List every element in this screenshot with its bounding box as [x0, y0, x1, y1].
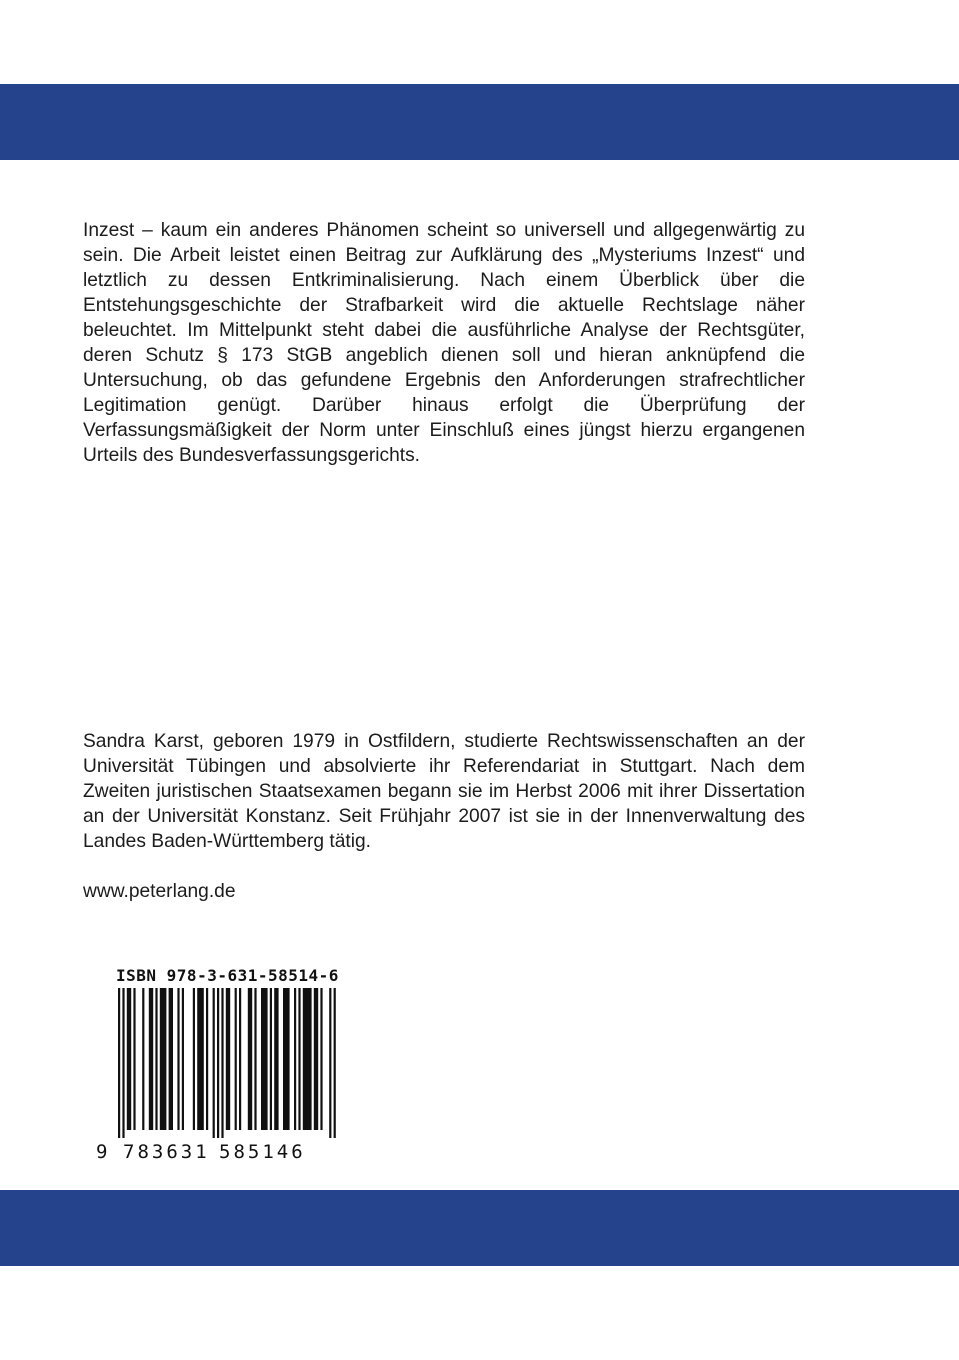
barcode-bar	[226, 988, 230, 1130]
barcode-bar	[221, 988, 223, 1138]
isbn-label: ISBN 978-3-631-58514-6	[116, 966, 339, 985]
barcode-bar	[274, 988, 278, 1130]
barcode-bar	[127, 988, 131, 1130]
barcode-bar	[320, 988, 322, 1130]
barcode-bar	[239, 988, 241, 1130]
barcode-bar	[122, 988, 124, 1138]
barcode-bar	[303, 988, 312, 1130]
barcode-bar	[270, 988, 272, 1130]
barcode-bar	[298, 988, 300, 1130]
barcode-bar	[217, 988, 219, 1138]
barcode-bar	[177, 988, 179, 1130]
barcode-bar	[254, 988, 256, 1130]
barcode-bar	[193, 988, 195, 1130]
barcode-bar	[169, 988, 173, 1130]
barcode-digits-right: 585146	[219, 1141, 306, 1162]
barcode-bar	[118, 988, 120, 1138]
isbn-barcode	[96, 966, 339, 1162]
barcode-bar	[235, 988, 237, 1130]
barcode-bar	[261, 988, 268, 1130]
top-color-band	[0, 84, 959, 160]
barcode-bar	[334, 988, 336, 1138]
barcode-digits-left: 783631	[123, 1141, 210, 1162]
barcode-digit-first: 9	[96, 1141, 108, 1162]
barcode-bar	[155, 988, 157, 1130]
barcode-bar	[133, 988, 135, 1130]
barcode-bar	[142, 988, 144, 1130]
barcode-bar	[314, 988, 318, 1130]
barcode-bar	[182, 988, 184, 1130]
barcode-graphic	[96, 966, 336, 1162]
barcode-bar	[206, 988, 208, 1130]
barcode-bar	[329, 988, 331, 1138]
barcode-bar	[248, 988, 252, 1130]
author-bio: Sandra Karst, geboren 1979 in Ostfildern, studierte Rechtswissenschaften an der Universität Tübingen und absolvierte ihr Referendariat in Stuttgart. Nach dem Zweiten juristischen Staatsexamen begann sie im Herbst 2006 mit ihrer Dissertation an der Universität Konstanz. Seit Frühjahr 2007 ist sie in der Innenverwaltung des Landes Baden-Württemberg tätig.	[83, 731, 805, 852]
barcode-bar	[197, 988, 204, 1130]
publisher-website[interactable]: www.peterlang.de	[83, 881, 236, 902]
barcode-bar	[213, 988, 215, 1138]
barcode-bar	[294, 988, 296, 1130]
barcode-bar	[283, 988, 290, 1130]
bottom-color-band	[0, 1190, 959, 1266]
barcode-bar	[160, 988, 167, 1130]
barcode-bar	[149, 988, 153, 1130]
book-blurb: Inzest – kaum ein anderes Phänomen scheint so universell und allgegenwärtig zu sein. Die Arbeit leistet einen Beitrag zur Aufklärung des „Mysteriums Inzest“ und letztlich zu dessen Entkriminalisierung. Nach einem Überblick über die Entstehungsgeschichte der Strafbarkeit wird die aktuelle Rechtslage näher beleuchtet. Im Mittelpunkt steht dabei die ausführliche Analyse der Rechtsgüter, deren Schutz § 173 StGB angeblich dienen soll und hieran anknüpfend die Untersuchung, ob das gefundene Ergebnis den Anforderungen strafrechtlicher Legitimation genügt. Darüber hinaus erfolgt die Überprüfung der Verfassungsmäßigkeit der Norm unter Einschluß eines jüngst hierzu ergangenen Urteils des Bundesverfassungsgerichts.	[83, 220, 805, 466]
